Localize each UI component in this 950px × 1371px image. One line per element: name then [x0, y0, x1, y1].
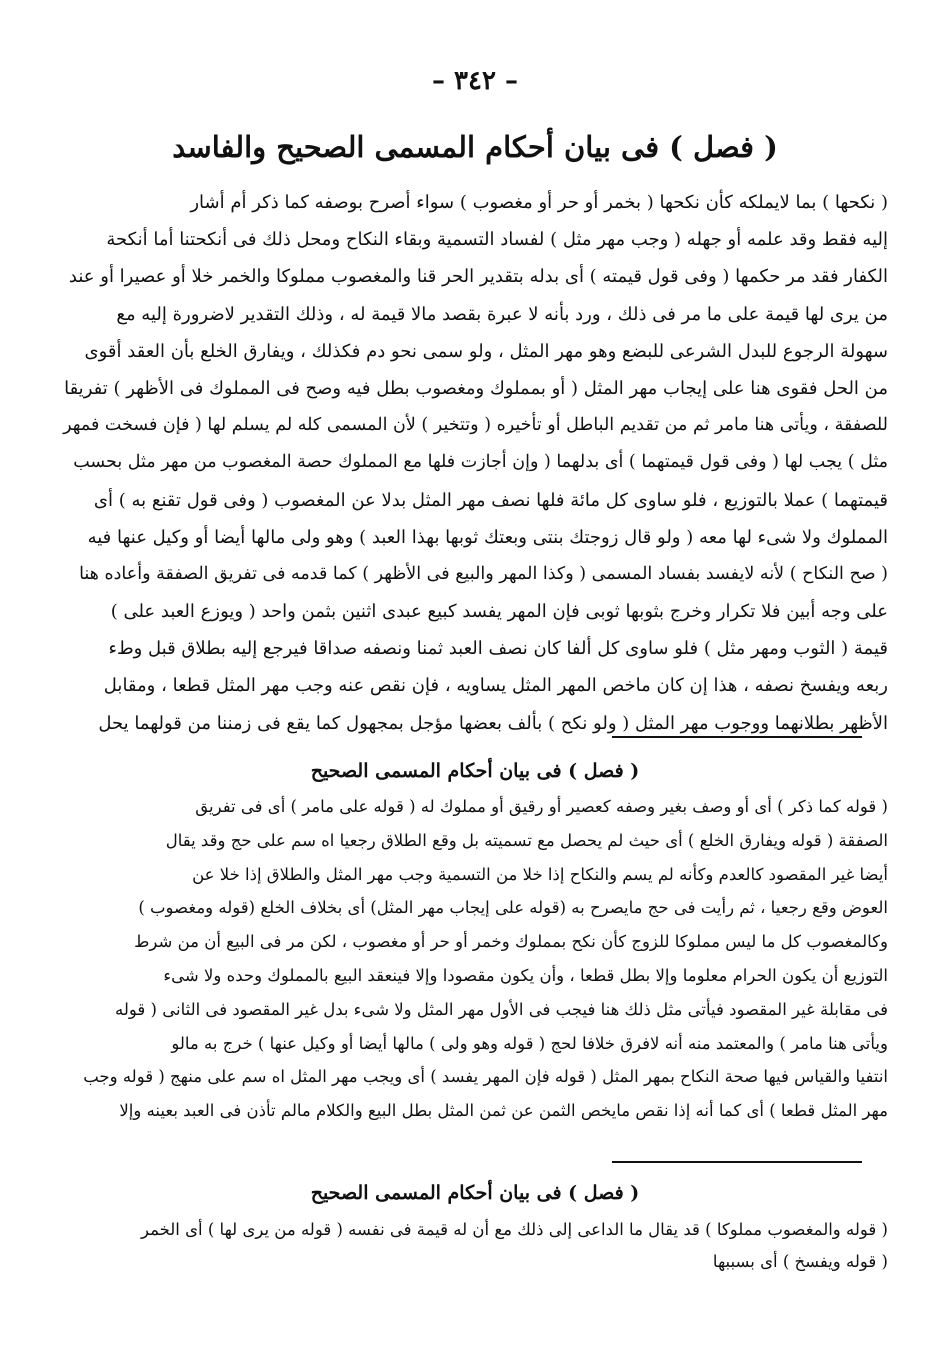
text-line: قيمتهما ) عملا بالتوزيع ، فلو ساوى كل مائة فلها نصف مهر المثل بدلا عن المغصوب ( وفى قول تقنع به ) أى [93, 489, 888, 511]
note-line: ( قوله ويفسخ ) أى بسببها [712, 1252, 888, 1271]
commentary-text [62, 1214, 888, 1278]
separator-rule [612, 736, 862, 738]
text-line: ( صح النكاح ) لأنه لايفسد بفساد المسمى ( وكذا المهر والبيع فى الأظهر ) كما قدمه فى تفريق الصفقة وأعاده هنا [79, 563, 888, 584]
text-line: قيمة ( الثوب ومهر مثل ) فلو ساوى كل ألفا كان نصف العبد ثمنا ونصفه صداقا فيرجع إليه بطلاق قبل وطء [108, 638, 888, 660]
note-line: ( قوله والمغصوب مملوكا ) قد يقال ما الداعى إلى ذلك مع أن له قيمة فى نفسه ( قوله من يرى لها ) أى الخمر [140, 1220, 888, 1239]
note-line: أيضا غير المقصود كالعدم وكأنه لم يسم والنكاح إذا خلا من التسمية وجب مهر المثل والطلاق إذا خلا عن [192, 864, 888, 884]
note-line: التوزيع أن يكون الحرام معلوما وإلا بطل قطعا ، وأن يكون مقصودا وإلا فينعقد البيع بالمملوك وحده ولا شىء [163, 965, 888, 985]
note-line: مهر المثل قطعا ) أى كما أنه إذا نقص مايخص الثمن عن ثمن المثل بطل البيع والكلام مالم تأذن فى العبد بعينه وإلا [119, 1101, 888, 1121]
text-line: سهولة الرجوع للبدل الشرعى للبضع وهو مهر المثل ، ولو سمى نحو دم فكذلك ، ويفارق الخلع بأن العقد أقوى [84, 340, 888, 362]
text-line: مثل ) يجب لها ( وفى قول قيمتهما ) أى بدلهما ( وإن أجازت فلها مع المملوك حصة المغصوب من مهر مثل بحسب [73, 452, 888, 473]
note-line: ويأتى هنا مامر ) والمعتمد منه أنه لافرق خلافا لحج ( قوله وهو ولى ) مالها أيضا أو وكيل عنها ) خرج به مالو [171, 1033, 888, 1053]
note-line: العوض وقع رجعيا ، ثم رأيت فى حج مايصرح به (قوله على إيجاب مهر المثل) أى بخلاف الخلع (قوله ومغصوب ) [138, 898, 888, 918]
text-line: للصفقة ، ويأتى هنا مامر ثم من تقديم الباطل أو تأخيره ( وتتخير ) لأن المسمى كله لم يسلم لها ( فإن فسخت فمهر [63, 415, 888, 436]
text-line: ربعه ويفسخ نصفه ، هذا إن كان ماخص المهر المثل يساويه ، فإن نقص عنه وجب مهر المثل قطعا ، ومقابل [103, 675, 888, 697]
note-heading: ( فصل ) فى بيان أحكام المسمى الصحيح [310, 760, 640, 782]
text-line: ( نكحها ) بما لايملكه كأن نكحها ( بخمر أو حر أو مغصوب ) سواء أصرح بوصفه كما ذكر أم أشار [190, 192, 888, 213]
note-line: فى مقابلة غير المقصود فيأتى مثل ذلك هنا فيجب فى الأول مهر المثل ولا شىء بدل غير المقصود فى الثانى ( قوله [115, 999, 888, 1019]
commentary-text [62, 790, 888, 1128]
text-line: من يرى لها قيمة على ما مر فى ذلك ، ورد بأنه لا عبرة بقصد مالا قيمة له ، وذلك التقدير لاضرورة إليه مع [116, 303, 888, 325]
text-line: الكفار فقد مر حكمها ( وفى قول قيمته ) أى بدله بتقدير الحر قنا والمغصوب مملوكا والخمر خلا أو عصيرا أو عند [68, 266, 888, 288]
note-heading: ( فصل ) فى بيان أحكام المسمى الصحيح [310, 1182, 640, 1204]
text-line: إليه فقط وقد علمه أو جهله ( وجب مهر مثل ) لفساد التسمية وبقاء النكاح ومحل ذلك فى أنكحتنا أما أنكحة [106, 229, 888, 251]
text-line: على وجه أبين فلا تكرار وخرج بثوبها ثوبى فإن المهر يفسد كبيع عبدى اثنين بثمن واحد ( ويوزع العبد على ) [110, 601, 888, 623]
separator-rule [612, 1161, 862, 1163]
page-number: – ٣٤٢ – [431, 66, 519, 96]
text-line: المملوك ولا شىء لها معه ( ولو قال زوجتك بنتى وبعتك ثوبها بهذا العبد ) وهو ولى مالها أيضا أو وكيل عنها فيه [87, 526, 888, 548]
note-line: ( قوله كما ذكر ) أى أو وصف بغير وصفه كعصير أو رقيق أو مملوك له ( قوله على مامر ) أى فى تفريق [195, 797, 888, 816]
note-line: انتفيا والقياس فيها صحة النكاح بمهر المثل ( قوله فإن المهر يفسد ) أى ويجب مهر المثل اه سم على منهج ( قوله وجب [83, 1067, 888, 1087]
main-text [62, 184, 888, 742]
text-line: الأظهر بطلانهما ووجوب مهر المثل ( ولو نكح ) بألف بعضها مؤجل بمجهول كما يقع فى زمننا من قولهما يحل [98, 712, 888, 734]
text-line: من الحل فقوى هنا على إيجاب مهر المثل ( أو بمملوك ومغصوب بطل فيه وصح فى المملوك فى الأظهر ) تفريقا [64, 377, 888, 399]
note-line: وكالمغصوب كل ما ليس مملوكا للزوج كأن نكح بمملوك وخمر أو حر أو مغصوب ، لكن مر فى البيع أن من شرط [134, 932, 888, 952]
section-heading: ( فصل ) فى بيان أحكام المسمى الصحيح والفاسد [172, 130, 778, 164]
note-line: الصفقة ( قوله ويفارق الخلع ) أى حيث لم يحصل مع تسميته بل وقع الطلاق رجعيا اه سم على حج وقد يقال [165, 830, 888, 850]
